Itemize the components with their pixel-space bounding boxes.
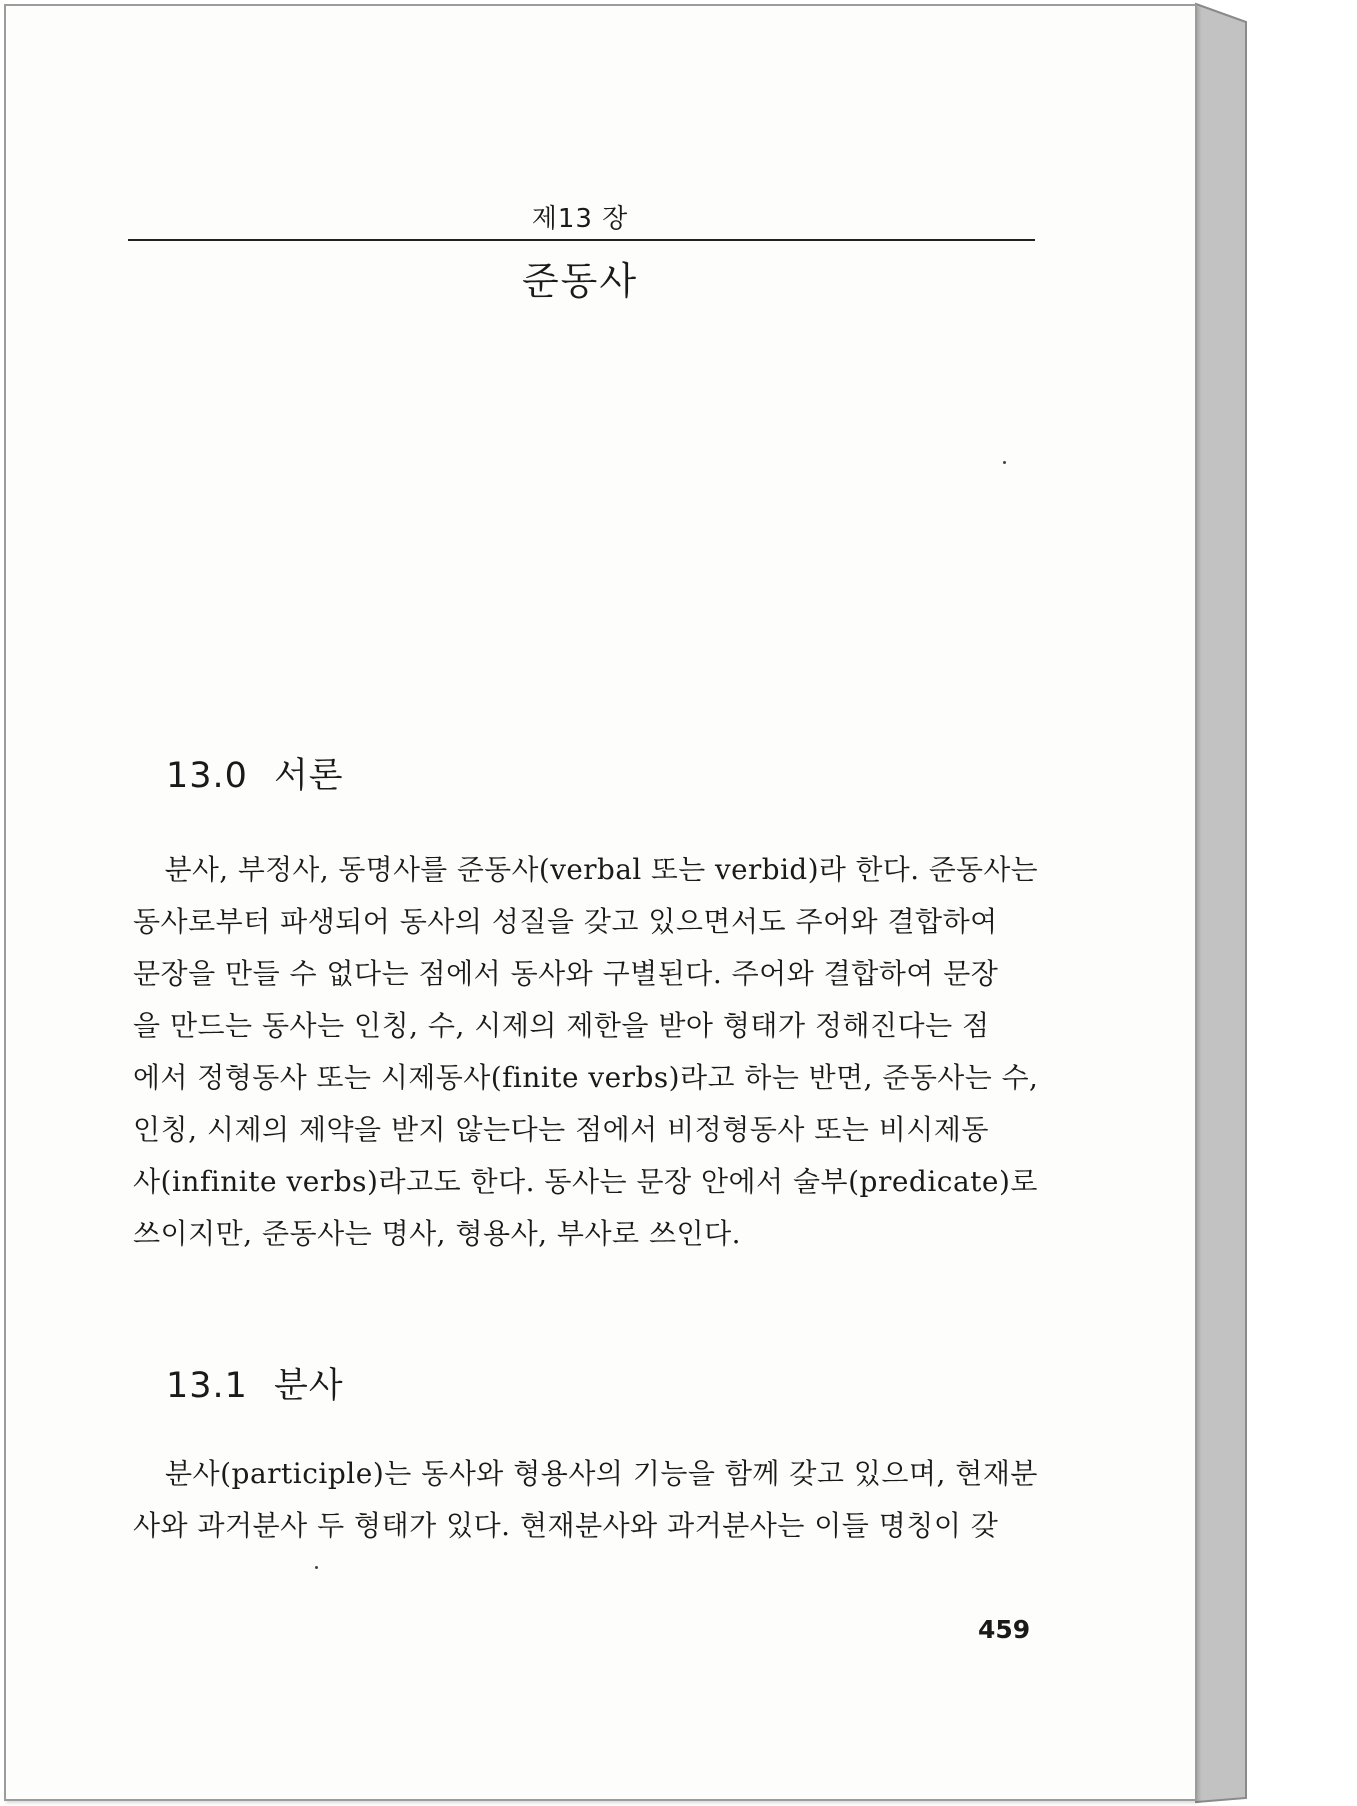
chapter-title: 준동사 — [521, 259, 639, 303]
paragraph-line: 사(infinite verbs)라고도 한다. 동사는 문장 안에서 술부(predicate)로 — [133, 1165, 1038, 1198]
paragraph-line: 쓰이지만, 준동사는 명사, 형용사, 부사로 쓰인다. — [133, 1217, 742, 1250]
section-paragraph — [133, 844, 1038, 1260]
section-paragraph — [133, 1448, 1038, 1552]
paragraph-line: 문장을 만들 수 없다는 점에서 동사와 구별된다. 주어와 결합하여 문장 — [133, 957, 999, 990]
section-title: 분사 — [273, 1366, 344, 1406]
paragraph-line: 분사(participle)는 동사와 형용사의 기능을 함께 갖고 있으며, 현재분 — [165, 1457, 1038, 1490]
paragraph-line: 분사, 부정사, 동명사를 준동사(verbal 또는 verbid)라 한다. 준동사는 — [164, 853, 1039, 886]
chapter-label: 제13 장 — [531, 204, 629, 234]
page-number: 459 — [978, 1615, 1031, 1644]
paragraph-line: 사와 과거분사 두 형태가 있다. 현재분사와 과거분사는 이들 명칭이 갖 — [133, 1509, 999, 1542]
paragraph-line: 에서 정형동사 또는 시제동사(finite verbs)라고 하는 반면, 준동사는 수, — [133, 1061, 1039, 1094]
section-number: 13.0 — [166, 756, 248, 796]
chapter-rule — [128, 239, 1035, 241]
section-heading — [166, 748, 344, 798]
section-title: 서론 — [273, 756, 344, 796]
paragraph-line: 인칭, 시제의 제약을 받지 않는다는 점에서 비정형동사 또는 비시제동 — [133, 1113, 989, 1146]
paper-speck — [1003, 461, 1006, 464]
section-number: 13.1 — [166, 1366, 248, 1406]
paragraph-line: 을 만드는 동사는 인칭, 수, 시제의 제한을 받아 형태가 정해진다는 점 — [133, 1009, 990, 1042]
paragraph-line: 동사로부터 파생되어 동사의 성질을 갖고 있으면서도 주어와 결합하여 — [133, 905, 998, 938]
section-heading — [166, 1358, 344, 1408]
paper-speck — [315, 1566, 318, 1569]
